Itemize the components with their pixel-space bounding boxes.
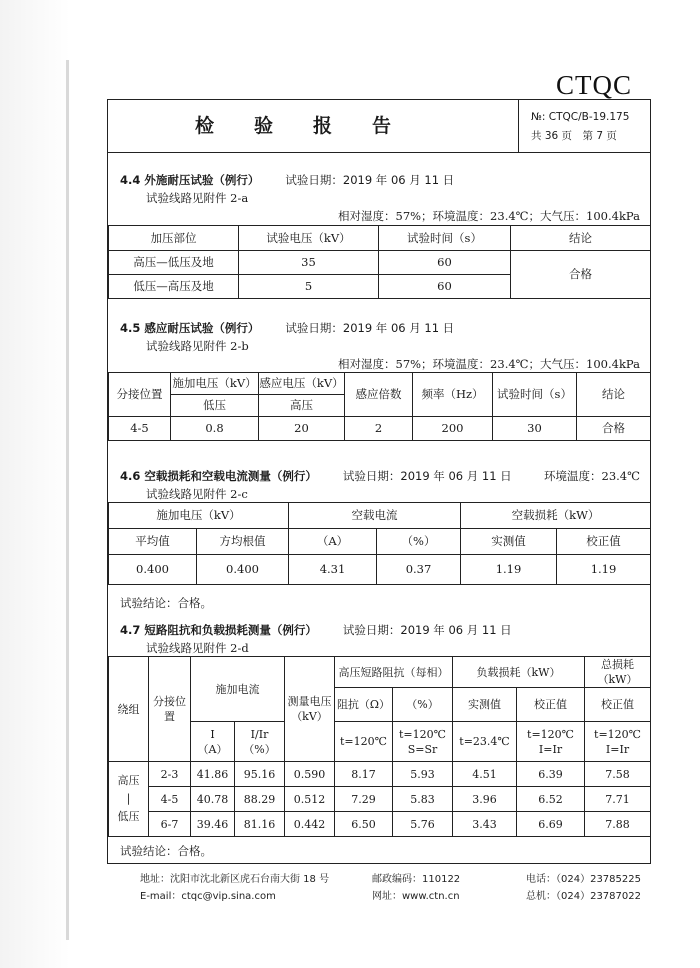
- report-title: 检验报告: [194, 115, 431, 137]
- header-cell: 空载损耗（kW）: [461, 503, 651, 529]
- winding-hv: 高压: [117, 774, 140, 787]
- cell: 5.76: [393, 812, 453, 837]
- report-number: №: CTQC/B-19.175: [531, 111, 630, 123]
- section-4-7-date: 试验日期：2019 年 06 月 11 日: [342, 623, 512, 637]
- table-row: [109, 787, 651, 812]
- cell: 40.78: [191, 787, 235, 812]
- footer-switchboard: 总机：（024）23787022: [526, 891, 641, 902]
- cell: 6.52: [517, 787, 585, 812]
- section-4-7-circuit: 试验线路见附件 2-d: [146, 641, 249, 655]
- header-cell: 施加电压（kV）: [171, 373, 259, 395]
- footer-website: 网址：www.ctn.cn: [372, 891, 460, 902]
- cell: 3.43: [453, 812, 517, 837]
- winding-lv: 低压: [117, 810, 140, 823]
- binding-edge: [66, 60, 69, 940]
- temp-label: t=120℃: [399, 727, 446, 741]
- header-cell: 空载电流: [289, 503, 461, 529]
- header-cell: [517, 722, 585, 762]
- footer-phone: 电话：（024）23785225: [526, 874, 641, 885]
- cell: 88.29: [235, 787, 285, 812]
- cell: 0.442: [285, 812, 335, 837]
- header-cell: 结论: [577, 373, 651, 417]
- cell: 0.8: [171, 417, 259, 441]
- footer-postcode: 邮政编码：110122: [372, 874, 461, 885]
- header-cell: 负载损耗（kW）: [453, 657, 585, 688]
- applied-voltage-table: [108, 225, 651, 299]
- header-cell: 总损耗（kW）: [585, 657, 651, 688]
- section-4-6-conclusion: 试验结论：合格。: [120, 596, 212, 610]
- section-4-4-env: 相对湿度：57%；环境温度：23.4℃；大气压：100.4kPa: [338, 209, 640, 223]
- section-4-4-date: 试验日期：2019 年 06 月 11 日: [285, 173, 455, 187]
- cell: 7.58: [585, 762, 651, 787]
- current-label: I: [210, 727, 215, 741]
- cell: 4.31: [289, 555, 377, 585]
- cell: 6.69: [517, 812, 585, 837]
- section-4-7-title: 4.7 短路阻抗和负载损耗测量（例行）: [120, 623, 317, 637]
- cell: 4-5: [109, 417, 171, 441]
- table-row: [109, 417, 651, 441]
- section-4-4-title: 4.4 外施耐压试验（例行）: [120, 173, 260, 187]
- header-cell: 校正值: [557, 529, 651, 555]
- table-row: [109, 555, 651, 585]
- section-4-4-heading: [120, 172, 454, 188]
- cell: 60: [379, 275, 511, 299]
- header-cell: 实测值: [461, 529, 557, 555]
- table-row: [109, 762, 651, 787]
- header-cell: 感应倍数: [345, 373, 413, 417]
- header-cell: 感应电压（kV）: [259, 373, 345, 395]
- header-cell: 测量电压（kV）: [285, 657, 335, 762]
- current-unit: （A）: [197, 742, 228, 756]
- section-4-5-title: 4.5 感应耐压试验（例行）: [120, 321, 260, 335]
- cell: 4-5: [149, 787, 191, 812]
- cell: 4.51: [453, 762, 517, 787]
- page-count: 共 36 页 第 7 页: [531, 130, 617, 142]
- cell: 0.37: [377, 555, 461, 585]
- cell: 0.400: [109, 555, 197, 585]
- cell: 0.590: [285, 762, 335, 787]
- header-cell: [235, 722, 285, 762]
- cell: 7.29: [335, 787, 393, 812]
- cell: 5: [239, 275, 379, 299]
- ctqc-logo: CTQC: [555, 70, 632, 100]
- header-cell: （%）: [393, 688, 453, 722]
- temp-label: t=120℃: [594, 727, 641, 741]
- header-cell: 分接位置: [109, 373, 171, 417]
- cell: 35: [239, 251, 379, 275]
- winding-sep: |: [126, 792, 131, 805]
- power-label: S=Sr: [407, 742, 438, 756]
- report-frame: [107, 99, 651, 864]
- header-cell: 试验时间（s）: [493, 373, 577, 417]
- report-meta: [518, 100, 652, 152]
- header-cell: 频率（Hz）: [413, 373, 493, 417]
- header-cell: 平均值: [109, 529, 197, 555]
- header-cell: 分接位置: [149, 657, 191, 762]
- section-4-5-env: 相对湿度：57%；环境温度：23.4℃；大气压：100.4kPa: [338, 357, 640, 371]
- header-cell: （%）: [377, 529, 461, 555]
- cell: 0.512: [285, 787, 335, 812]
- footer-address: 地址：沈阳市沈北新区虎石台南大街 18 号: [140, 874, 330, 885]
- header-cell: 实测值: [453, 688, 517, 722]
- table-row: [109, 812, 651, 837]
- current-condition: I=Ir: [538, 742, 563, 756]
- header-cell: 绕组: [109, 657, 149, 762]
- header-cell: （A）: [289, 529, 377, 555]
- cell: 60: [379, 251, 511, 275]
- section-4-6-heading: [120, 468, 512, 484]
- header-cell: 试验时间（s）: [379, 226, 511, 251]
- cell: 95.16: [235, 762, 285, 787]
- cell: 1.19: [557, 555, 651, 585]
- cell: 6.50: [335, 812, 393, 837]
- cell: 39.46: [191, 812, 235, 837]
- report-header: [108, 100, 650, 153]
- cell: 7.88: [585, 812, 651, 837]
- cell: 200: [413, 417, 493, 441]
- section-4-5-circuit: 试验线路见附件 2-b: [146, 339, 249, 353]
- header-cell: 高压短路阻抗（每相）: [335, 657, 453, 688]
- cell: 高压—低压及地: [109, 251, 239, 275]
- header-cell: 高压: [259, 395, 345, 417]
- induced-voltage-table: [108, 372, 651, 441]
- cell: 2-3: [149, 762, 191, 787]
- header-cell: t=23.4℃: [453, 722, 517, 762]
- header-cell: 施加电流: [191, 657, 285, 722]
- header-cell: [191, 722, 235, 762]
- ratio-label: I/Ir: [250, 727, 269, 741]
- section-4-4-circuit: 试验线路见附件 2-a: [146, 191, 249, 205]
- cell: 0.400: [197, 555, 289, 585]
- temp-label: t=120℃: [527, 727, 574, 741]
- cell: 41.86: [191, 762, 235, 787]
- cell: 81.16: [235, 812, 285, 837]
- cell: 5.83: [393, 787, 453, 812]
- section-4-6-temp: 环境温度：23.4℃: [544, 469, 640, 483]
- header-cell: t=120℃: [335, 722, 393, 762]
- header-cell: 试验电压（kV）: [239, 226, 379, 251]
- header-cell: [393, 722, 453, 762]
- section-4-5-date: 试验日期：2019 年 06 月 11 日: [285, 321, 455, 335]
- table-row: [109, 251, 651, 275]
- no-load-table: [108, 502, 651, 585]
- header-cell: 加压部位: [109, 226, 239, 251]
- cell: 合格: [577, 417, 651, 441]
- header-cell: 结论: [511, 226, 651, 251]
- header-cell: 校正值: [517, 688, 585, 722]
- header-cell: 校正值: [585, 688, 651, 722]
- header-cell: [585, 722, 651, 762]
- section-4-6-title: 4.6 空载损耗和空载电流测量（例行）: [120, 469, 317, 483]
- cell: 5.93: [393, 762, 453, 787]
- cell: 30: [493, 417, 577, 441]
- cell: 6.39: [517, 762, 585, 787]
- cell: 2: [345, 417, 413, 441]
- cell: 3.96: [453, 787, 517, 812]
- footer-email: E-mail：ctqc@vip.sina.com: [140, 891, 276, 902]
- cell: 20: [259, 417, 345, 441]
- cell: 7.71: [585, 787, 651, 812]
- section-4-5-heading: [120, 320, 454, 336]
- page-shadow: [0, 0, 70, 968]
- section-4-6-circuit: 试验线路见附件 2-c: [146, 487, 248, 501]
- ratio-unit: （%）: [243, 742, 276, 756]
- cell: 6-7: [149, 812, 191, 837]
- header-cell: 阻抗（Ω）: [335, 688, 393, 722]
- cell: 1.19: [461, 555, 557, 585]
- section-4-6-date: 试验日期：2019 年 06 月 11 日: [342, 469, 512, 483]
- cell: 低压—高压及地: [109, 275, 239, 299]
- current-condition: I=Ir: [605, 742, 630, 756]
- header-cell: 施加电压（kV）: [109, 503, 289, 529]
- winding-cell: [109, 762, 149, 837]
- short-circuit-table: [108, 656, 651, 837]
- result-cell: 合格: [511, 251, 651, 299]
- cell: 8.17: [335, 762, 393, 787]
- header-cell: 低压: [171, 395, 259, 417]
- section-4-7-conclusion: 试验结论：合格。: [120, 844, 212, 858]
- header-cell: 方均根值: [197, 529, 289, 555]
- section-4-7-heading: [120, 622, 512, 638]
